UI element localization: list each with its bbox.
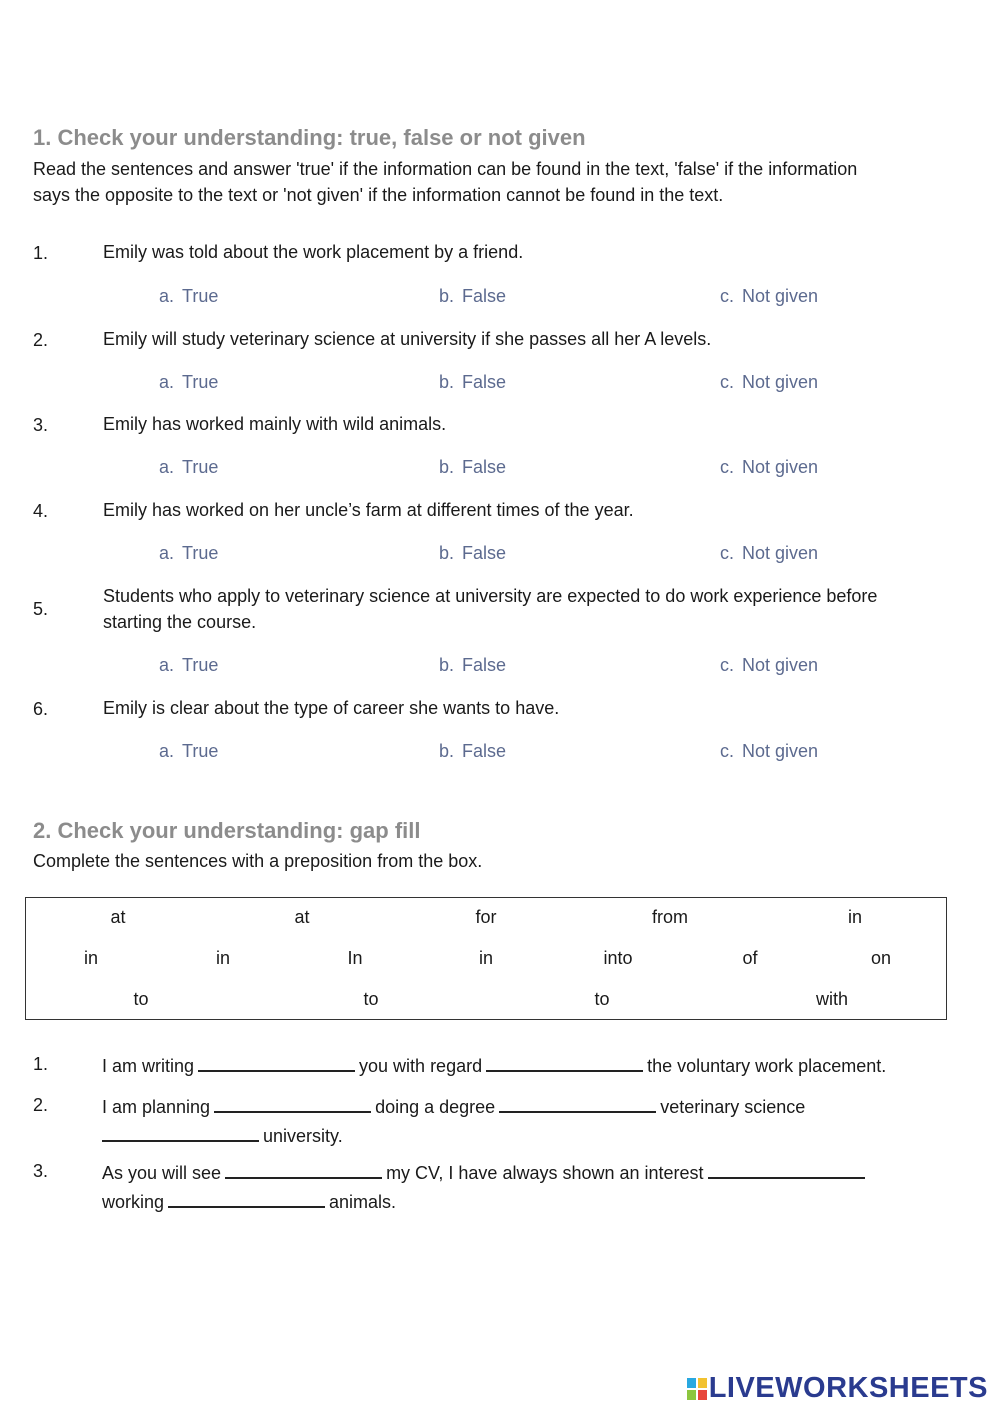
- word-box-item: from: [652, 907, 688, 927]
- option-not-given[interactable]: c. Not given: [720, 741, 819, 761]
- question-text: Emily has worked on her uncle’s farm at different times of the year.: [103, 500, 634, 520]
- question-number: 1.: [33, 243, 49, 263]
- word-box-item: for: [475, 907, 497, 927]
- liveworksheets-logo: LIVEWORKSHEETS: [687, 1372, 988, 1405]
- question-text: Emily has worked mainly with wild animals.: [103, 414, 447, 434]
- sentence-number: 2.: [33, 1095, 49, 1115]
- question-text: Students who apply to veterinary science at university are expected to do work experience before starting the course.: [103, 586, 878, 632]
- option-true[interactable]: a. True: [159, 286, 219, 306]
- word-box-item: to: [594, 989, 610, 1009]
- option-not-given[interactable]: c. Not given: [720, 543, 819, 563]
- question-number: 3.: [33, 415, 49, 435]
- option-not-given[interactable]: c. Not given: [720, 286, 819, 306]
- gap-input[interactable]: [168, 1186, 325, 1208]
- section-1-instructions: Read the sentences and answer 'true' if the information can be found in the text, 'false' if the information says the opposite to the text or 'not given' if the information cannot be found in the text.: [33, 159, 858, 205]
- gap-input[interactable]: [708, 1157, 865, 1179]
- gap-sentence: I am writing you with regard the voluntary work placement.: [102, 1050, 886, 1079]
- question-text: Emily will study veterinary science at university if she passes all her A levels.: [103, 329, 712, 349]
- question-text: Emily is clear about the type of career she wants to have.: [103, 698, 560, 718]
- option-not-given[interactable]: c. Not given: [720, 457, 819, 477]
- question-text: Emily was told about the work placement by a friend.: [103, 242, 524, 262]
- gap-input[interactable]: [198, 1050, 355, 1072]
- word-box-item: to: [363, 989, 379, 1009]
- gap-input[interactable]: [214, 1091, 371, 1113]
- section-2-instructions: Complete the sentences with a preposition from the box.: [33, 851, 483, 871]
- option-false[interactable]: b. False: [439, 457, 507, 477]
- option-true[interactable]: a. True: [159, 457, 219, 477]
- option-false[interactable]: b. False: [439, 655, 507, 675]
- question-number: 6.: [33, 699, 49, 719]
- gap-sentence: I am planning doing a degree veterinary science university.: [102, 1091, 805, 1149]
- word-box-item: with: [815, 989, 848, 1009]
- gap-input[interactable]: [486, 1050, 643, 1072]
- word-box-item: in: [83, 948, 98, 968]
- word-box-item: at: [110, 907, 126, 927]
- gap-input[interactable]: [499, 1091, 656, 1113]
- option-true[interactable]: a. True: [159, 655, 219, 675]
- option-not-given[interactable]: c. Not given: [720, 372, 819, 392]
- word-box-item: in: [847, 907, 862, 927]
- option-true[interactable]: a. True: [159, 372, 219, 392]
- question-number: 4.: [33, 501, 49, 521]
- option-false[interactable]: b. False: [439, 741, 507, 761]
- sentence-number: 3.: [33, 1161, 49, 1181]
- option-not-given[interactable]: c. Not given: [720, 655, 819, 675]
- word-box-item: on: [870, 948, 892, 968]
- section-1-title: 1. Check your understanding: true, false or not given: [33, 125, 586, 150]
- question-number: 5.: [33, 599, 49, 619]
- word-box-item: of: [742, 948, 758, 968]
- word-box-item: in: [478, 948, 493, 968]
- option-true[interactable]: a. True: [159, 741, 219, 761]
- word-box-item: to: [133, 989, 149, 1009]
- option-true[interactable]: a. True: [159, 543, 219, 563]
- gap-sentence: As you will see my CV, I have always shown an interest working animals.: [102, 1157, 869, 1215]
- gap-input[interactable]: [225, 1157, 382, 1179]
- word-box-item: into: [603, 948, 633, 968]
- option-false[interactable]: b. False: [439, 286, 507, 306]
- liveworksheets-logo-icon: [687, 1378, 707, 1400]
- option-false[interactable]: b. False: [439, 543, 507, 563]
- word-box-item: In: [347, 948, 363, 968]
- option-false[interactable]: b. False: [439, 372, 507, 392]
- word-box-item: at: [294, 907, 310, 927]
- sentence-number: 1.: [33, 1054, 49, 1074]
- word-box-item: in: [215, 948, 230, 968]
- section-2-title: 2. Check your understanding: gap fill: [33, 818, 421, 843]
- gap-input[interactable]: [102, 1120, 259, 1142]
- question-number: 2.: [33, 330, 49, 350]
